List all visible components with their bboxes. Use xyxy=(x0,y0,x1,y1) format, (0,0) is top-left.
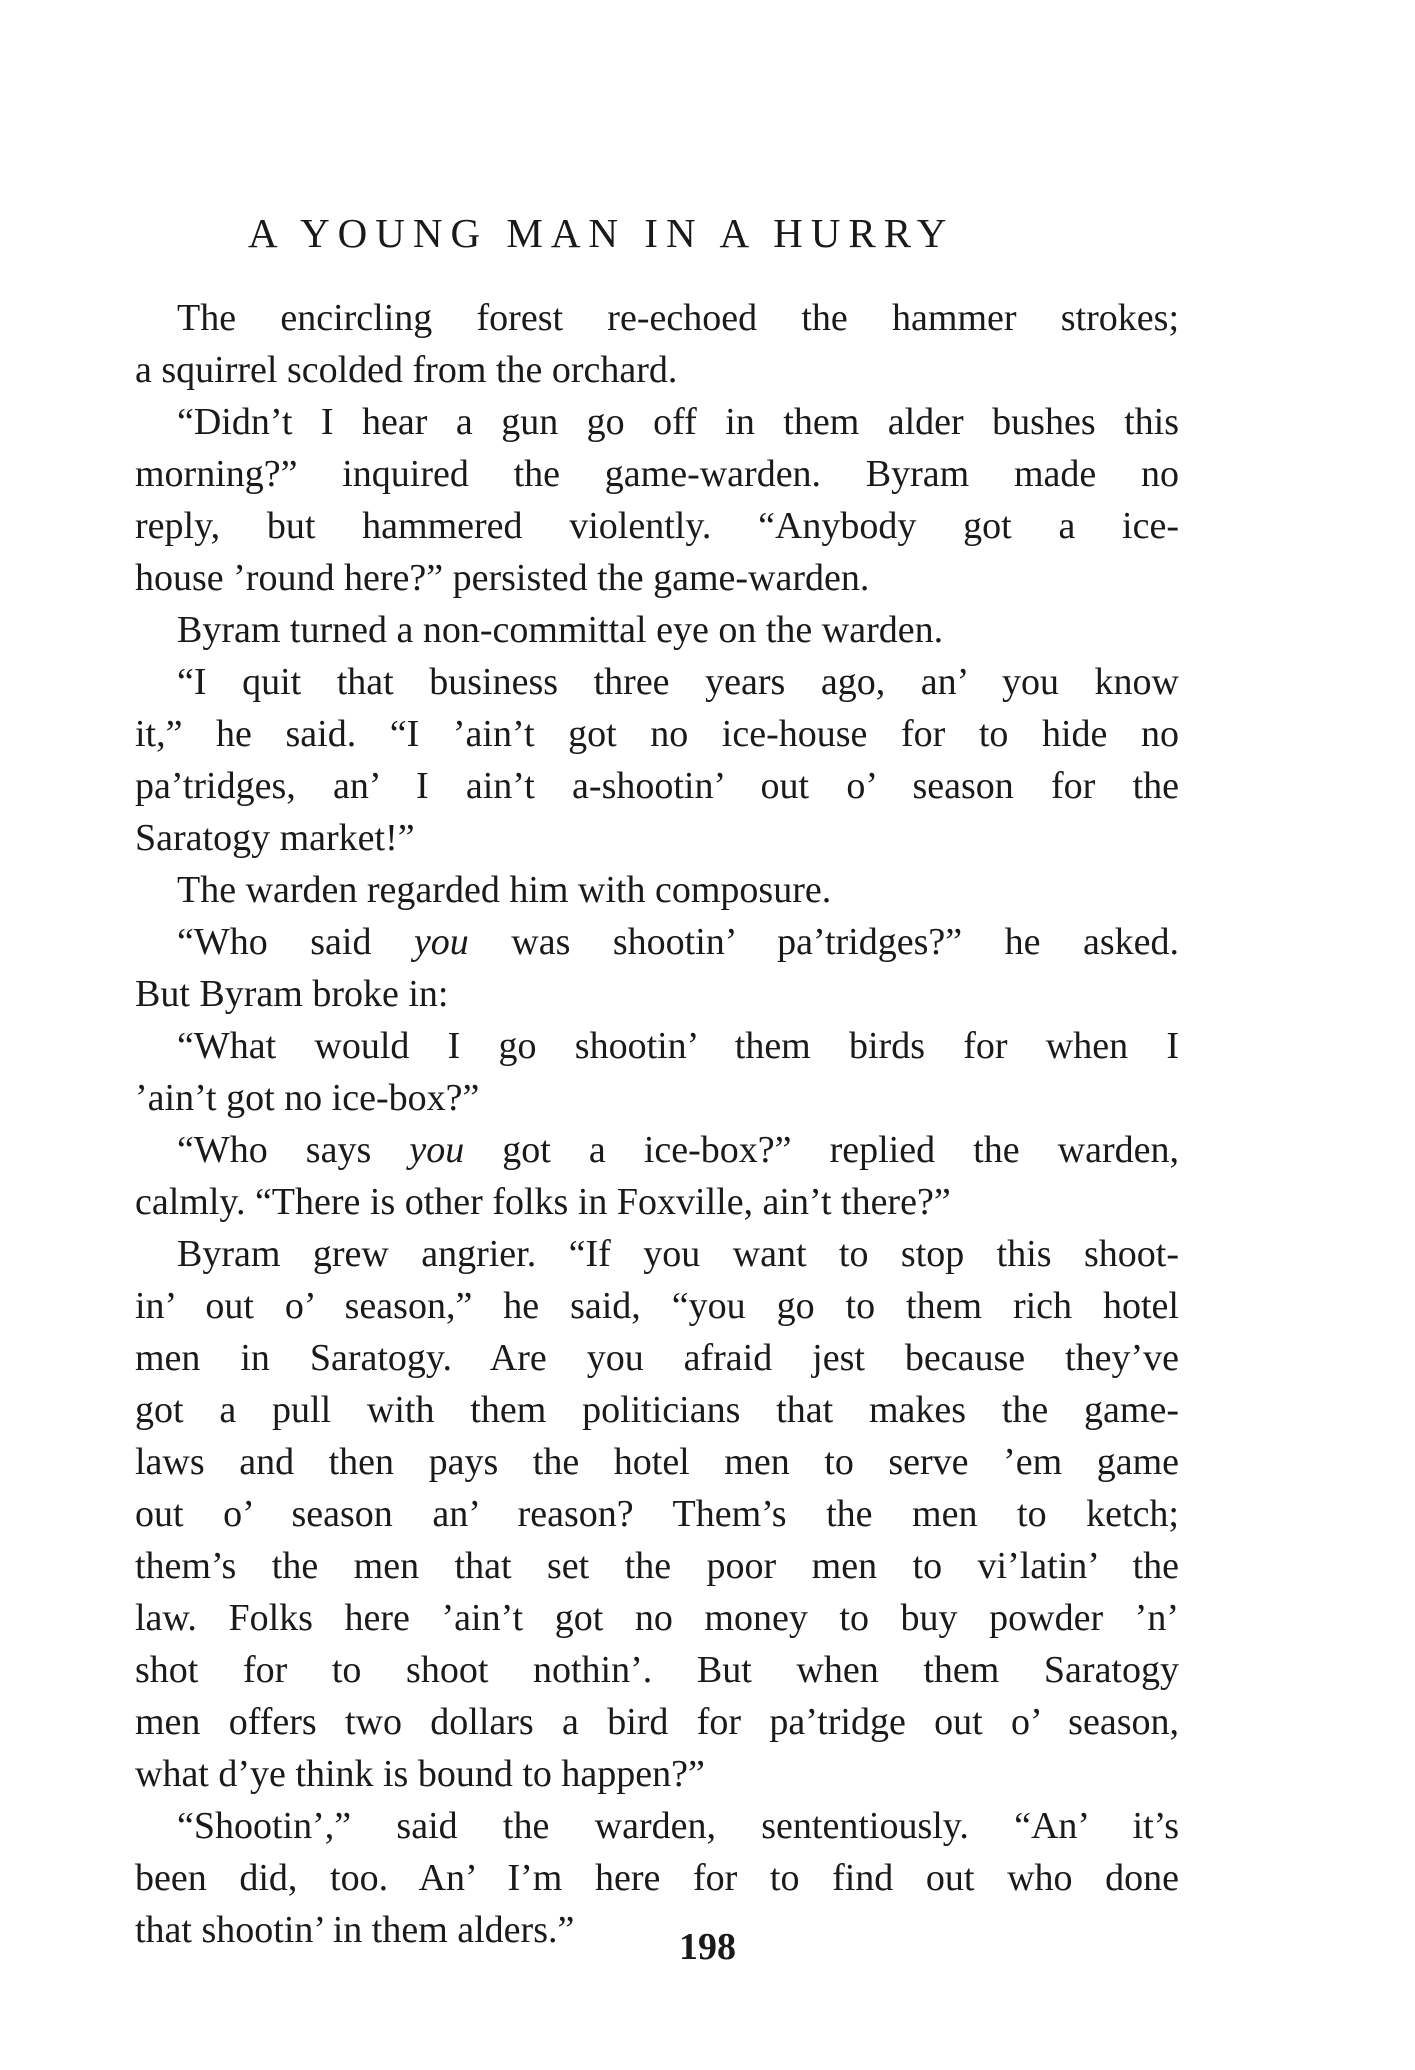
text-line: “Shootin’,” said the warden, sententiously. “An’ it’s xyxy=(177,1805,1179,1847)
text-line: But Byram broke in: xyxy=(135,973,449,1015)
text-line: “Didn’t I hear a gun go off in them alder bushes this xyxy=(177,401,1179,443)
text-line: calmly. “There is other folks in Foxville, ain’t there?” xyxy=(135,1181,951,1223)
emphasis: you xyxy=(409,1129,465,1171)
text-line: house ’round here?” persisted the game-warden. xyxy=(135,557,870,599)
text-line: morning?” inquired the game-warden. Byram made no xyxy=(135,453,1179,495)
text-line: Saratogy market!” xyxy=(135,817,415,859)
text-segment: was shootin’ pa’tridges?” he asked. xyxy=(468,921,1179,963)
text-segment: got a ice-box?” replied the warden, xyxy=(464,1129,1179,1171)
text-line: Byram turned a non-committal eye on the warden. xyxy=(177,609,944,651)
text-line: pa’tridges, an’ I ain’t a-shootin’ out o’ season for the xyxy=(135,765,1179,807)
text-line xyxy=(135,1124,1179,1176)
text-line: reply, but hammered violently. “Anybody got a ice- xyxy=(135,505,1179,547)
text-line: shot for to shoot nothin’. But when them Saratogy xyxy=(135,1649,1179,1691)
text-segment: “Who says xyxy=(177,1129,410,1171)
text-line: laws and then pays the hotel men to serve ’em game xyxy=(135,1441,1179,1483)
text-line: that shootin’ in them alders.” xyxy=(135,1909,575,1951)
text-line: in’ out o’ season,” he said, “you go to them rich hotel xyxy=(135,1285,1179,1327)
running-head: A YOUNG MAN IN A HURRY xyxy=(248,210,955,256)
text-line: ’ain’t got no ice-box?” xyxy=(135,1077,480,1119)
text-line: it,” he said. “I ’ain’t got no ice-house for to hide no xyxy=(135,713,1179,755)
text-line: The warden regarded him with composure. xyxy=(177,869,832,911)
page-number: 198 xyxy=(679,1926,736,1968)
text-line: men offers two dollars a bird for pa’tridge out o’ season, xyxy=(135,1701,1179,1743)
text-line: The encircling forest re-echoed the hammer strokes; xyxy=(177,297,1179,339)
text-line: a squirrel scolded from the orchard. xyxy=(135,349,678,391)
text-line: “I quit that business three years ago, an’ you know xyxy=(177,661,1179,703)
text-line: them’s the men that set the poor men to vi’latin’ the xyxy=(135,1545,1179,1587)
text-line: got a pull with them politicians that makes the game- xyxy=(135,1389,1179,1431)
text-segment: “Who said xyxy=(177,921,414,963)
text-line: men in Saratogy. Are you afraid jest because they’ve xyxy=(135,1337,1179,1379)
text-line: law. Folks here ’ain’t got no money to buy powder ’n’ xyxy=(135,1597,1179,1639)
text-line xyxy=(135,916,1179,968)
text-line: what d’ye think is bound to happen?” xyxy=(135,1753,705,1795)
text-line: out o’ season an’ reason? Them’s the men to ketch; xyxy=(135,1493,1179,1535)
text-line: “What would I go shootin’ them birds for when I xyxy=(177,1025,1179,1067)
emphasis: you xyxy=(413,921,469,963)
text-line: Byram grew angrier. “If you want to stop this shoot- xyxy=(177,1233,1179,1275)
text-line: been did, too. An’ I’m here for to find out who done xyxy=(135,1857,1179,1899)
body-text xyxy=(135,292,1179,1956)
